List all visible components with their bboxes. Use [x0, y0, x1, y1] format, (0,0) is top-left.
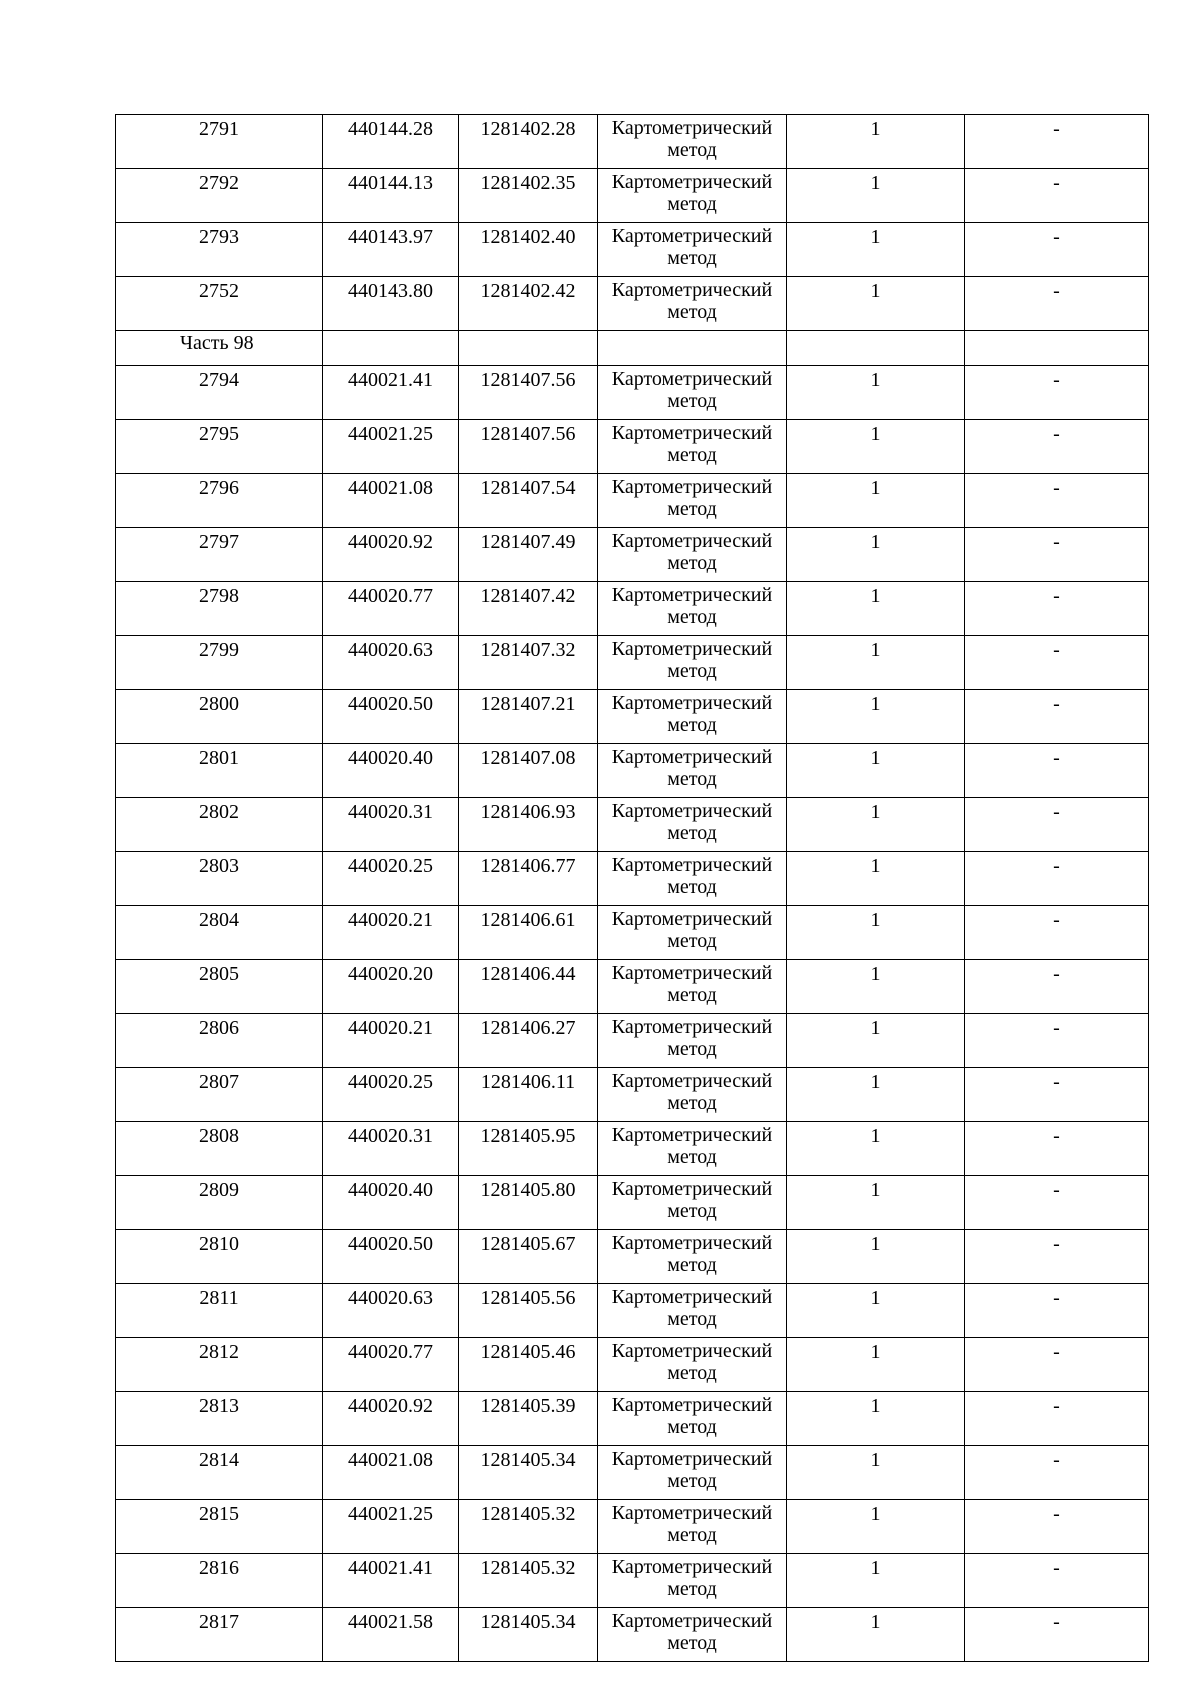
- table-row: [116, 1554, 1149, 1608]
- x-coordinate-cell: 440021.58: [323, 1608, 459, 1662]
- method-line-2: метод: [667, 768, 717, 790]
- method-cell: [598, 223, 787, 277]
- method-line-1: Картометрический: [611, 908, 773, 930]
- empty-cell: [598, 331, 787, 366]
- accuracy-cell: 1: [787, 1068, 965, 1122]
- x-coordinate-cell: 440021.25: [323, 420, 459, 474]
- accuracy-cell: 1: [787, 169, 965, 223]
- method-line-2: метод: [667, 1092, 717, 1114]
- point-number-cell: 2816: [116, 1554, 323, 1608]
- method-line-2: метод: [667, 1416, 717, 1438]
- y-coordinate-cell: 1281405.39: [459, 1392, 598, 1446]
- coordinates-table: [115, 114, 1149, 1662]
- x-coordinate-cell: 440143.80: [323, 277, 459, 331]
- method-cell: [598, 420, 787, 474]
- description-cell: -: [965, 1014, 1149, 1068]
- x-coordinate-cell: 440020.50: [323, 1230, 459, 1284]
- method-cell: [598, 582, 787, 636]
- table-row: [116, 1446, 1149, 1500]
- y-coordinate-cell: 1281406.11: [459, 1068, 598, 1122]
- x-coordinate-cell: 440020.21: [323, 1014, 459, 1068]
- table-row: [116, 1608, 1149, 1662]
- method-line-1: Картометрический: [611, 1610, 773, 1632]
- method-line-2: метод: [667, 660, 717, 682]
- method-cell: [598, 115, 787, 169]
- method-cell: [598, 1500, 787, 1554]
- description-cell: -: [965, 420, 1149, 474]
- x-coordinate-cell: 440143.97: [323, 223, 459, 277]
- point-number-cell: 2815: [116, 1500, 323, 1554]
- description-cell: -: [965, 1392, 1149, 1446]
- description-cell: -: [965, 1446, 1149, 1500]
- table-row: [116, 690, 1149, 744]
- accuracy-cell: 1: [787, 1338, 965, 1392]
- accuracy-cell: 1: [787, 1392, 965, 1446]
- point-number-cell: 2807: [116, 1068, 323, 1122]
- accuracy-cell: 1: [787, 852, 965, 906]
- method-line-2: метод: [667, 930, 717, 952]
- point-number-cell: 2795: [116, 420, 323, 474]
- accuracy-cell: 1: [787, 906, 965, 960]
- y-coordinate-cell: 1281405.56: [459, 1284, 598, 1338]
- method-line-1: Картометрический: [611, 171, 773, 193]
- method-line-1: Картометрический: [611, 1448, 773, 1470]
- method-line-2: метод: [667, 606, 717, 628]
- accuracy-cell: 1: [787, 798, 965, 852]
- method-cell: [598, 1554, 787, 1608]
- table-row: [116, 474, 1149, 528]
- y-coordinate-cell: 1281405.32: [459, 1500, 598, 1554]
- method-line-2: метод: [667, 1578, 717, 1600]
- point-number-cell: 2752: [116, 277, 323, 331]
- point-number-cell: 2811: [116, 1284, 323, 1338]
- empty-cell: [965, 331, 1149, 366]
- point-number-cell: 2806: [116, 1014, 323, 1068]
- accuracy-cell: 1: [787, 1122, 965, 1176]
- method-line-1: Картометрический: [611, 638, 773, 660]
- method-line-2: метод: [667, 139, 717, 161]
- method-line-1: Картометрический: [611, 1556, 773, 1578]
- point-number-cell: 2793: [116, 223, 323, 277]
- description-cell: -: [965, 582, 1149, 636]
- method-line-2: метод: [667, 1470, 717, 1492]
- method-line-2: метод: [667, 876, 717, 898]
- table-row: [116, 1014, 1149, 1068]
- y-coordinate-cell: 1281406.93: [459, 798, 598, 852]
- accuracy-cell: 1: [787, 1176, 965, 1230]
- accuracy-cell: 1: [787, 115, 965, 169]
- y-coordinate-cell: 1281402.40: [459, 223, 598, 277]
- x-coordinate-cell: 440021.41: [323, 1554, 459, 1608]
- description-cell: -: [965, 1554, 1149, 1608]
- table-row: [116, 960, 1149, 1014]
- method-line-2: метод: [667, 822, 717, 844]
- table-row: [116, 277, 1149, 331]
- description-cell: -: [965, 474, 1149, 528]
- y-coordinate-cell: 1281406.77: [459, 852, 598, 906]
- table-row: [116, 1500, 1149, 1554]
- x-coordinate-cell: 440020.31: [323, 1122, 459, 1176]
- method-cell: [598, 798, 787, 852]
- table-row: [116, 1338, 1149, 1392]
- x-coordinate-cell: 440020.77: [323, 1338, 459, 1392]
- y-coordinate-cell: 1281407.32: [459, 636, 598, 690]
- point-number-cell: 2794: [116, 366, 323, 420]
- method-cell: [598, 366, 787, 420]
- y-coordinate-cell: 1281405.34: [459, 1608, 598, 1662]
- x-coordinate-cell: 440020.50: [323, 690, 459, 744]
- x-coordinate-cell: 440020.63: [323, 636, 459, 690]
- method-line-1: Картометрический: [611, 854, 773, 876]
- method-line-1: Картометрический: [611, 476, 773, 498]
- y-coordinate-cell: 1281402.42: [459, 277, 598, 331]
- method-line-1: Картометрический: [611, 746, 773, 768]
- table-row: [116, 223, 1149, 277]
- x-coordinate-cell: 440020.92: [323, 528, 459, 582]
- accuracy-cell: 1: [787, 960, 965, 1014]
- point-number-cell: 2799: [116, 636, 323, 690]
- method-cell: [598, 1284, 787, 1338]
- table-row: [116, 1284, 1149, 1338]
- method-cell: [598, 744, 787, 798]
- method-line-1: Картометрический: [611, 225, 773, 247]
- y-coordinate-cell: 1281407.49: [459, 528, 598, 582]
- x-coordinate-cell: 440020.40: [323, 744, 459, 798]
- description-cell: -: [965, 852, 1149, 906]
- point-number-cell: 2792: [116, 169, 323, 223]
- description-cell: -: [965, 1230, 1149, 1284]
- method-line-1: Картометрический: [611, 1232, 773, 1254]
- point-number-cell: 2817: [116, 1608, 323, 1662]
- method-cell: [598, 1122, 787, 1176]
- description-cell: -: [965, 1068, 1149, 1122]
- point-number-cell: 2814: [116, 1446, 323, 1500]
- accuracy-cell: 1: [787, 1014, 965, 1068]
- point-number-cell: 2803: [116, 852, 323, 906]
- y-coordinate-cell: 1281402.35: [459, 169, 598, 223]
- method-line-1: Картометрический: [611, 1286, 773, 1308]
- description-cell: -: [965, 1608, 1149, 1662]
- method-line-1: Картометрический: [611, 1178, 773, 1200]
- y-coordinate-cell: 1281407.56: [459, 420, 598, 474]
- accuracy-cell: 1: [787, 1554, 965, 1608]
- table-row: [116, 1392, 1149, 1446]
- accuracy-cell: 1: [787, 1446, 965, 1500]
- point-number-cell: 2791: [116, 115, 323, 169]
- empty-cell: [323, 331, 459, 366]
- y-coordinate-cell: 1281405.32: [459, 1554, 598, 1608]
- table-row: [116, 906, 1149, 960]
- y-coordinate-cell: 1281407.54: [459, 474, 598, 528]
- x-coordinate-cell: 440021.25: [323, 1500, 459, 1554]
- point-number-cell: 2809: [116, 1176, 323, 1230]
- method-line-2: метод: [667, 984, 717, 1006]
- method-cell: [598, 1392, 787, 1446]
- method-line-1: Картометрический: [611, 530, 773, 552]
- y-coordinate-cell: 1281407.08: [459, 744, 598, 798]
- y-coordinate-cell: 1281405.46: [459, 1338, 598, 1392]
- method-line-2: метод: [667, 444, 717, 466]
- method-cell: [598, 636, 787, 690]
- method-line-2: метод: [667, 1038, 717, 1060]
- accuracy-cell: 1: [787, 582, 965, 636]
- point-number-cell: 2808: [116, 1122, 323, 1176]
- accuracy-cell: 1: [787, 744, 965, 798]
- empty-cell: [459, 331, 598, 366]
- method-line-2: метод: [667, 1632, 717, 1654]
- accuracy-cell: 1: [787, 528, 965, 582]
- method-cell: [598, 1230, 787, 1284]
- method-cell: [598, 1608, 787, 1662]
- point-number-cell: 2798: [116, 582, 323, 636]
- description-cell: -: [965, 223, 1149, 277]
- point-number-cell: 2804: [116, 906, 323, 960]
- description-cell: -: [965, 798, 1149, 852]
- point-number-cell: 2802: [116, 798, 323, 852]
- y-coordinate-cell: 1281406.44: [459, 960, 598, 1014]
- section-row: [116, 331, 1149, 366]
- description-cell: -: [965, 960, 1149, 1014]
- method-cell: [598, 1014, 787, 1068]
- method-line-1: Картометрический: [611, 1124, 773, 1146]
- x-coordinate-cell: 440020.21: [323, 906, 459, 960]
- method-line-1: Картометрический: [611, 692, 773, 714]
- y-coordinate-cell: 1281402.28: [459, 115, 598, 169]
- method-line-1: Картометрический: [611, 1394, 773, 1416]
- description-cell: -: [965, 1284, 1149, 1338]
- table-row: [116, 636, 1149, 690]
- method-line-1: Картометрический: [611, 1502, 773, 1524]
- accuracy-cell: 1: [787, 1500, 965, 1554]
- method-cell: [598, 1068, 787, 1122]
- method-cell: [598, 1338, 787, 1392]
- description-cell: -: [965, 906, 1149, 960]
- method-line-2: метод: [667, 301, 717, 323]
- y-coordinate-cell: 1281405.67: [459, 1230, 598, 1284]
- accuracy-cell: 1: [787, 1284, 965, 1338]
- method-line-2: метод: [667, 498, 717, 520]
- accuracy-cell: 1: [787, 636, 965, 690]
- accuracy-cell: 1: [787, 1608, 965, 1662]
- table-row: [116, 582, 1149, 636]
- point-number-cell: 2805: [116, 960, 323, 1014]
- x-coordinate-cell: 440021.41: [323, 366, 459, 420]
- description-cell: -: [965, 1176, 1149, 1230]
- y-coordinate-cell: 1281407.21: [459, 690, 598, 744]
- description-cell: -: [965, 636, 1149, 690]
- method-line-2: метод: [667, 247, 717, 269]
- point-number-cell: 2812: [116, 1338, 323, 1392]
- method-line-2: метод: [667, 1308, 717, 1330]
- method-cell: [598, 906, 787, 960]
- method-line-1: Картометрический: [611, 1016, 773, 1038]
- method-line-1: Картометрический: [611, 422, 773, 444]
- description-cell: -: [965, 115, 1149, 169]
- coordinates-table-body: [116, 115, 1149, 1662]
- description-cell: -: [965, 690, 1149, 744]
- method-cell: [598, 528, 787, 582]
- description-cell: -: [965, 1338, 1149, 1392]
- x-coordinate-cell: 440020.77: [323, 582, 459, 636]
- table-row: [116, 115, 1149, 169]
- table-row: [116, 798, 1149, 852]
- method-line-2: метод: [667, 1362, 717, 1384]
- method-line-1: Картометрический: [611, 279, 773, 301]
- point-number-cell: 2801: [116, 744, 323, 798]
- table-row: [116, 1176, 1149, 1230]
- table-row: [116, 169, 1149, 223]
- table-row: [116, 420, 1149, 474]
- point-number-cell: 2797: [116, 528, 323, 582]
- description-cell: -: [965, 744, 1149, 798]
- method-cell: [598, 852, 787, 906]
- empty-cell: [787, 331, 965, 366]
- accuracy-cell: 1: [787, 277, 965, 331]
- table-row: [116, 366, 1149, 420]
- y-coordinate-cell: 1281407.56: [459, 366, 598, 420]
- y-coordinate-cell: 1281405.80: [459, 1176, 598, 1230]
- x-coordinate-cell: 440020.40: [323, 1176, 459, 1230]
- accuracy-cell: 1: [787, 366, 965, 420]
- y-coordinate-cell: 1281406.61: [459, 906, 598, 960]
- method-line-1: Картометрический: [611, 117, 773, 139]
- method-cell: [598, 169, 787, 223]
- x-coordinate-cell: 440020.63: [323, 1284, 459, 1338]
- x-coordinate-cell: 440021.08: [323, 1446, 459, 1500]
- table-row: [116, 852, 1149, 906]
- method-line-1: Картометрический: [611, 800, 773, 822]
- description-cell: -: [965, 528, 1149, 582]
- table-row: [116, 528, 1149, 582]
- method-line-2: метод: [667, 1146, 717, 1168]
- point-number-cell: 2800: [116, 690, 323, 744]
- method-line-2: метод: [667, 1254, 717, 1276]
- section-label: Часть 98: [116, 331, 323, 366]
- description-cell: -: [965, 366, 1149, 420]
- method-cell: [598, 277, 787, 331]
- description-cell: -: [965, 1122, 1149, 1176]
- method-cell: [598, 1446, 787, 1500]
- method-cell: [598, 1176, 787, 1230]
- table-row: [116, 1230, 1149, 1284]
- accuracy-cell: 1: [787, 474, 965, 528]
- table-row: [116, 744, 1149, 798]
- point-number-cell: 2810: [116, 1230, 323, 1284]
- method-cell: [598, 474, 787, 528]
- point-number-cell: 2796: [116, 474, 323, 528]
- x-coordinate-cell: 440021.08: [323, 474, 459, 528]
- method-line-1: Картометрический: [611, 368, 773, 390]
- method-cell: [598, 960, 787, 1014]
- x-coordinate-cell: 440144.13: [323, 169, 459, 223]
- description-cell: -: [965, 277, 1149, 331]
- x-coordinate-cell: 440020.31: [323, 798, 459, 852]
- accuracy-cell: 1: [787, 420, 965, 474]
- method-line-2: метод: [667, 714, 717, 736]
- method-line-1: Картометрический: [611, 584, 773, 606]
- method-line-2: метод: [667, 193, 717, 215]
- accuracy-cell: 1: [787, 1230, 965, 1284]
- x-coordinate-cell: 440020.92: [323, 1392, 459, 1446]
- method-line-2: метод: [667, 390, 717, 412]
- method-line-2: метод: [667, 552, 717, 574]
- description-cell: -: [965, 169, 1149, 223]
- description-cell: -: [965, 1500, 1149, 1554]
- x-coordinate-cell: 440020.25: [323, 1068, 459, 1122]
- method-line-1: Картометрический: [611, 1340, 773, 1362]
- method-line-2: метод: [667, 1524, 717, 1546]
- method-line-1: Картометрический: [611, 962, 773, 984]
- x-coordinate-cell: 440020.20: [323, 960, 459, 1014]
- y-coordinate-cell: 1281407.42: [459, 582, 598, 636]
- table-row: [116, 1068, 1149, 1122]
- y-coordinate-cell: 1281406.27: [459, 1014, 598, 1068]
- table-row: [116, 1122, 1149, 1176]
- accuracy-cell: 1: [787, 690, 965, 744]
- y-coordinate-cell: 1281405.95: [459, 1122, 598, 1176]
- point-number-cell: 2813: [116, 1392, 323, 1446]
- x-coordinate-cell: 440020.25: [323, 852, 459, 906]
- x-coordinate-cell: 440144.28: [323, 115, 459, 169]
- method-cell: [598, 690, 787, 744]
- y-coordinate-cell: 1281405.34: [459, 1446, 598, 1500]
- method-line-2: метод: [667, 1200, 717, 1222]
- accuracy-cell: 1: [787, 223, 965, 277]
- method-line-1: Картометрический: [611, 1070, 773, 1092]
